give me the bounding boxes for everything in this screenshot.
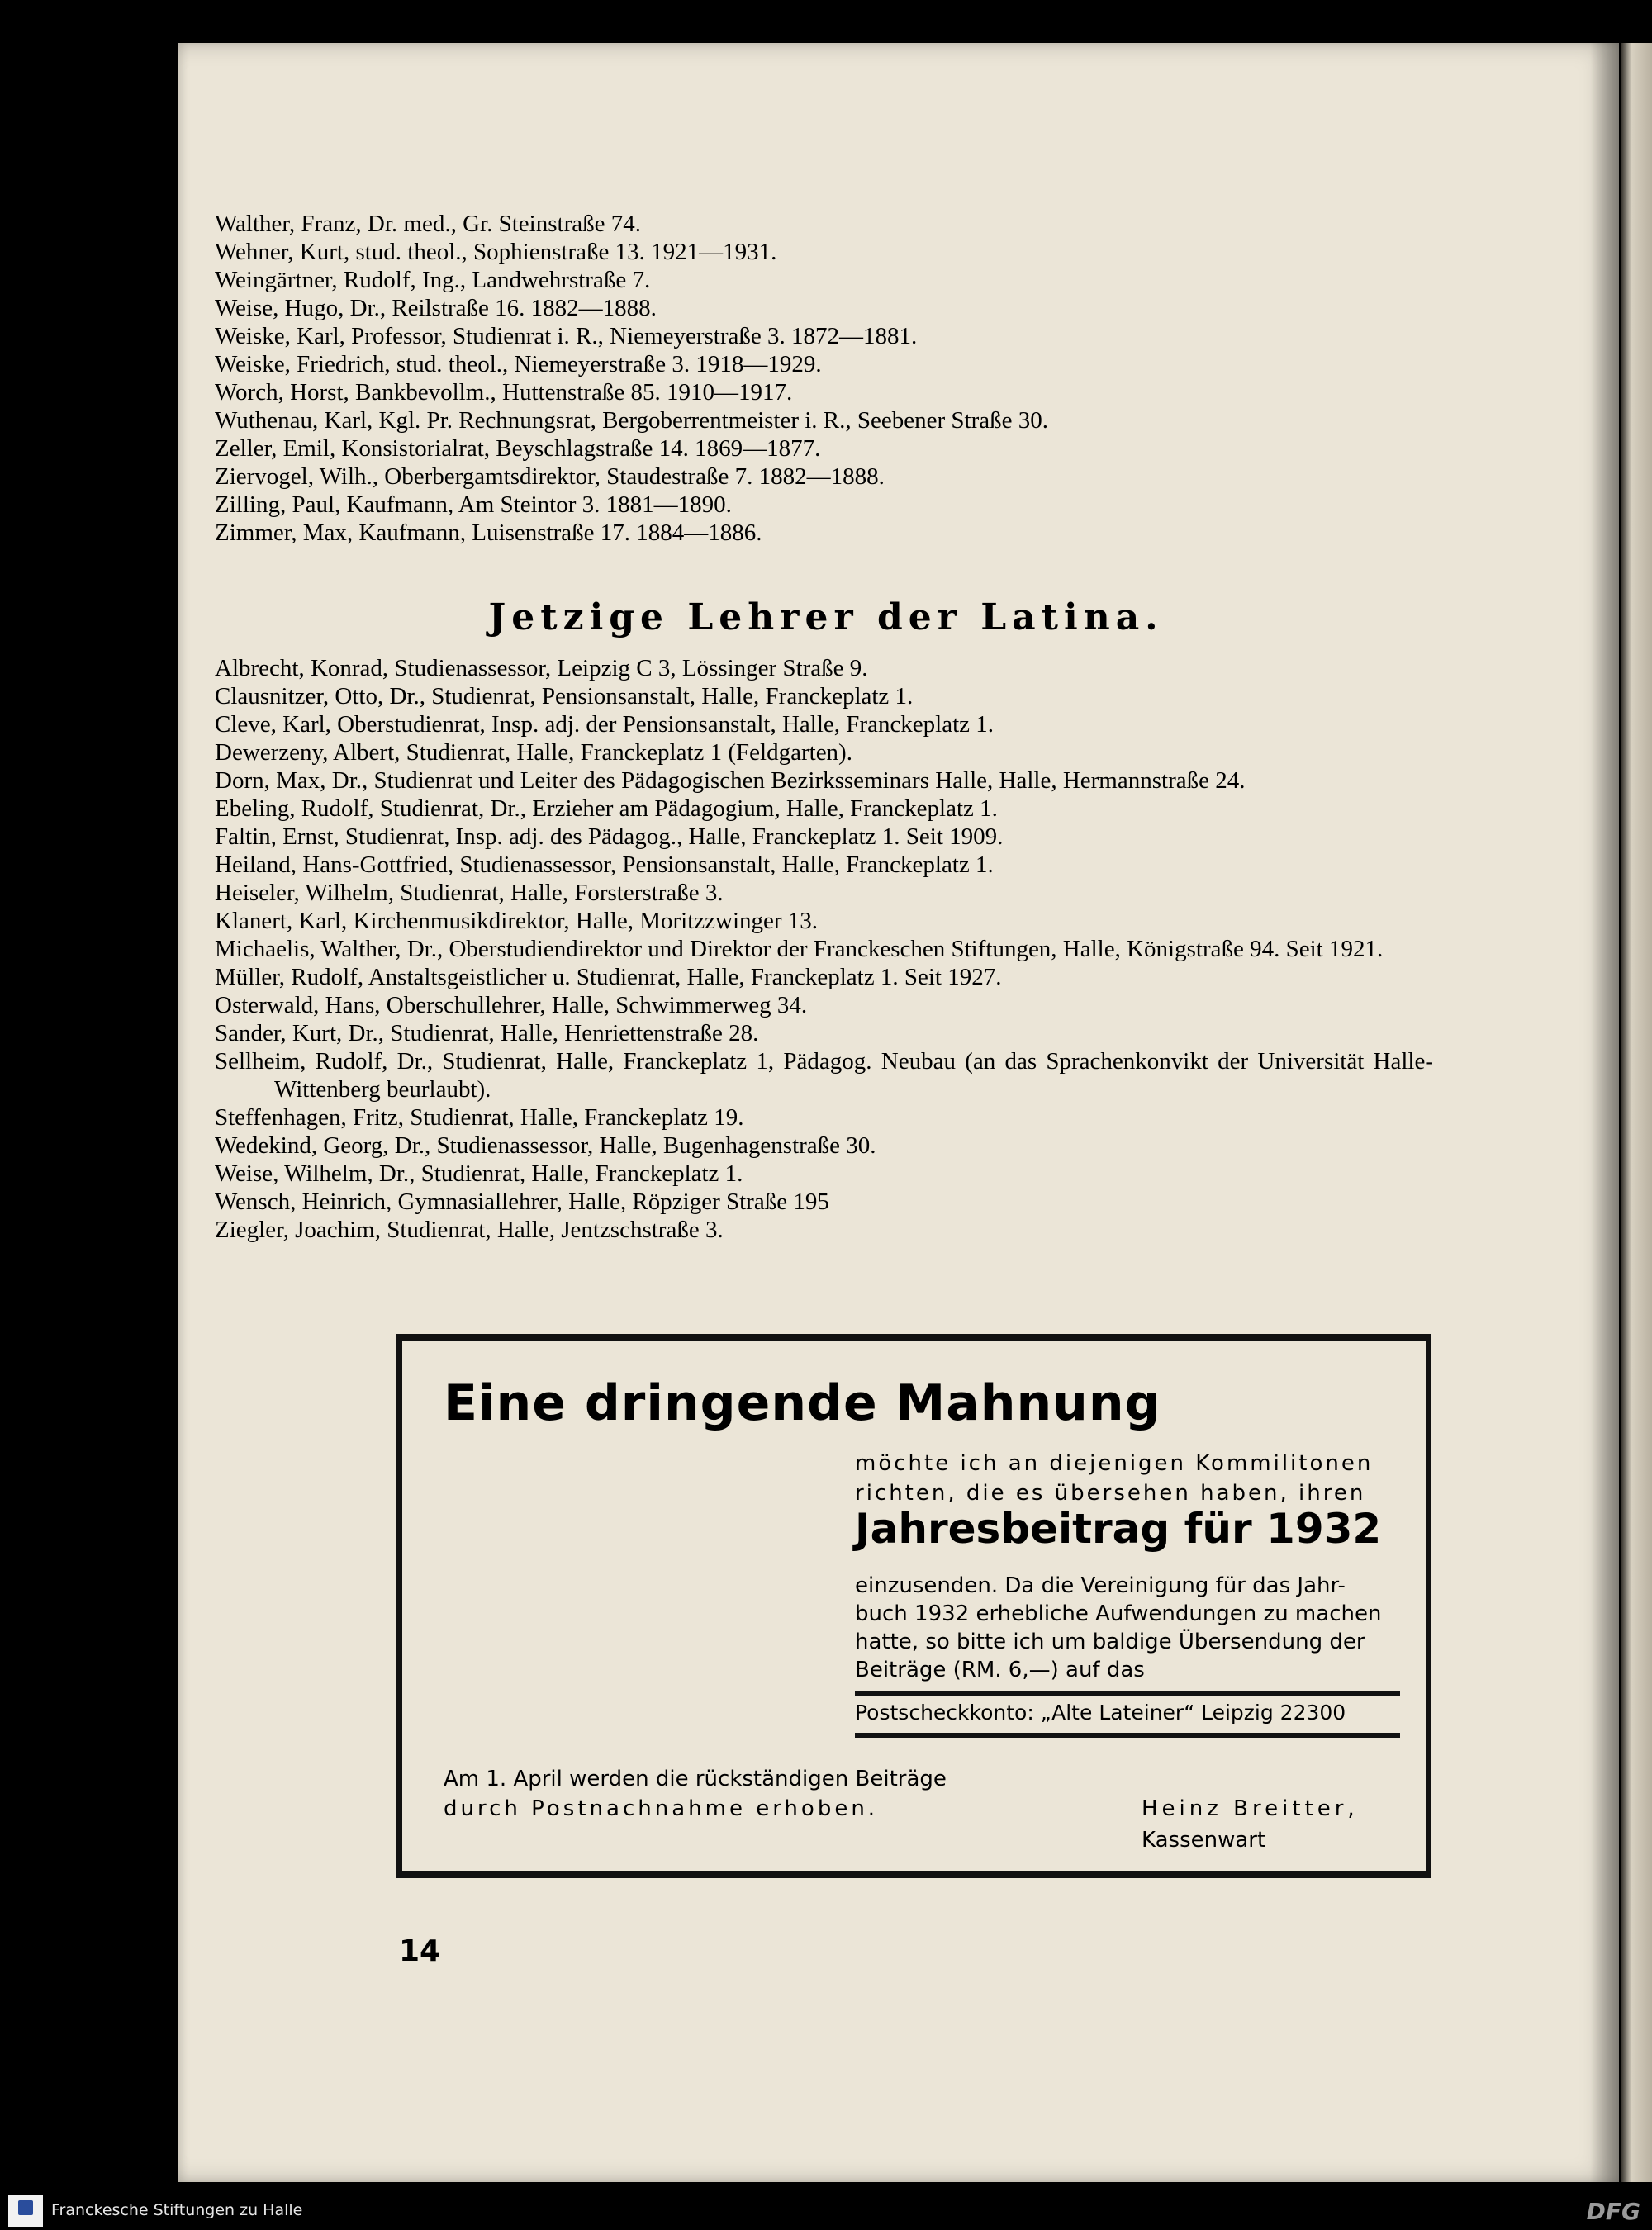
list-item: Weiske, Friedrich, stud. theol., Niemeyerstraße 3. 1918—1929.	[215, 351, 822, 377]
list-item: Weingärtner, Rudolf, Ing., Landwehrstraße 7.	[215, 267, 651, 293]
notice-body-line: hatte, so bitte ich um baldige Übersendung der	[855, 1630, 1365, 1654]
teachers-list	[215, 654, 1433, 1244]
notice-signature-role: Kassenwart	[1142, 1828, 1266, 1853]
list-item: Steffenhagen, Fritz, Studienrat, Halle, Franckeplatz 19.	[215, 1104, 744, 1131]
list-item: Sander, Kurt, Dr., Studienrat, Halle, Henriettenstraße 28.	[215, 1020, 759, 1046]
list-item: Dewerzeny, Albert, Studienrat, Halle, Franckeplatz 1 (Feldgarten).	[215, 739, 852, 766]
institution-logo-icon	[8, 2195, 43, 2227]
list-item: Walther, Franz, Dr. med., Gr. Steinstraße 74.	[215, 211, 641, 237]
list-item: Osterwald, Hans, Oberschullehrer, Halle, Schwimmerweg 34.	[215, 992, 808, 1018]
notice-intro-line: möchte ich an diejenigen Kommilitonen	[855, 1451, 1374, 1476]
list-item: Albrecht, Konrad, Studienassessor, Leipzig C 3, Lössinger Straße 9.	[215, 655, 868, 681]
notice-intro-line: richten, die es übersehen haben, ihren	[855, 1481, 1366, 1506]
notice-body-line: Beiträge (RM. 6,—) auf das	[855, 1658, 1145, 1682]
notice-footer-line: durch Postnachnahme erhoben.	[444, 1796, 879, 1821]
list-item: Worch, Horst, Bankbevollm., Huttenstraße 85. 1910—1917.	[215, 379, 793, 406]
notice-body-line: einzusenden. Da die Vereinigung für das Jahr-	[855, 1573, 1346, 1598]
page-fold-shadow	[1590, 43, 1623, 2182]
list-item: Ebeling, Rudolf, Studienrat, Dr., Erzieher am Pädagogium, Halle, Franckeplatz 1.	[215, 795, 998, 822]
list-item: Zeller, Emil, Konsistorialrat, Beyschlagstraße 14. 1869—1877.	[215, 435, 821, 462]
notice-rule-top	[855, 1691, 1400, 1696]
list-item: Heiseler, Wilhelm, Studienrat, Halle, Forsterstraße 3.	[215, 880, 724, 906]
notice-body-line: buch 1932 erhebliche Aufwendungen zu machen	[855, 1601, 1382, 1626]
list-item: Dorn, Max, Dr., Studienrat und Leiter des Pädagogischen Bezirksseminars Halle, Halle, Hermannstraße 24.	[215, 767, 1246, 794]
notice-footer-line: Am 1. April werden die rückständigen Beiträge	[444, 1767, 947, 1791]
list-item: Wuthenau, Karl, Kgl. Pr. Rechnungsrat, Bergoberrentmeister i. R., Seebener Straße 30.	[215, 407, 1049, 434]
list-item: Zimmer, Max, Kaufmann, Luisenstraße 17. 1884—1886.	[215, 520, 762, 546]
notice-rule-bottom	[855, 1733, 1400, 1738]
list-item: Zilling, Paul, Kaufmann, Am Steintor 3. 1881—1890.	[215, 491, 732, 518]
dfg-logo: DFG	[1586, 2198, 1640, 2225]
former-members-list	[215, 210, 1433, 547]
page-number: 14	[399, 1934, 441, 1968]
list-item: Ziervogel, Wilh., Oberbergamtsdirektor, Staudestraße 7. 1882—1888.	[215, 463, 885, 490]
notice-title: Eine dringende Mahnung	[444, 1374, 1161, 1432]
list-item: Weiske, Karl, Professor, Studienrat i. R., Niemeyerstraße 3. 1872—1881.	[215, 323, 918, 349]
list-item: Faltin, Ernst, Studienrat, Insp. adj. des Pädagog., Halle, Franckeplatz 1. Seit 1909.	[215, 823, 1004, 850]
notice-fee-heading: Jahresbeitrag für 1932	[855, 1505, 1382, 1553]
list-item: Clausnitzer, Otto, Dr., Studienrat, Pensionsanstalt, Halle, Franckeplatz 1.	[215, 683, 914, 709]
next-page-edge	[1621, 43, 1652, 2182]
notice-postscheck: Postscheckkonto: „Alte Lateiner“ Leipzig 22300	[855, 1701, 1346, 1725]
list-item: Weise, Hugo, Dr., Reilstraße 16. 1882—1888.	[215, 295, 657, 321]
list-item: Wedekind, Georg, Dr., Studienassessor, Halle, Bugenhagenstraße 30.	[215, 1132, 876, 1159]
list-item: Müller, Rudolf, Anstaltsgeistlicher u. Studienrat, Halle, Franckeplatz 1. Seit 1927.	[215, 964, 1002, 990]
list-item: Weise, Wilhelm, Dr., Studienrat, Halle, Franckeplatz 1.	[215, 1160, 743, 1187]
institution-name: Franckesche Stiftungen zu Halle	[51, 2201, 303, 2219]
list-item: Wehner, Kurt, stud. theol., Sophienstraße 13. 1921—1931.	[215, 239, 777, 265]
list-item: Ziegler, Joachim, Studienrat, Halle, Jentzschstraße 3.	[215, 1217, 724, 1243]
viewer-footer	[0, 2193, 1652, 2230]
list-item: Cleve, Karl, Oberstudienrat, Insp. adj. der Pensionsanstalt, Halle, Franckeplatz 1.	[215, 711, 995, 738]
notice-signature-name: Heinz Breitter,	[1142, 1796, 1359, 1821]
list-item: Sellheim, Rudolf, Dr., Studienrat, Halle, Franckeplatz 1, Pädagog. Neubau (an das Sprachenkonvikt der Universität Halle-Wittenberg beurlaubt).	[215, 1048, 1433, 1103]
list-item: Wensch, Heinrich, Gymnasiallehrer, Halle, Röpziger Straße 195	[215, 1189, 829, 1215]
list-item: Heiland, Hans-Gottfried, Studienassessor, Pensionsanstalt, Halle, Franckeplatz 1.	[215, 852, 994, 878]
list-item: Klanert, Karl, Kirchenmusikdirektor, Halle, Moritzzwinger 13.	[215, 908, 819, 934]
list-item: Michaelis, Walther, Dr., Oberstudiendirektor und Direktor der Franckeschen Stiftungen, Halle, Königstraße 94. Seit 1921.	[215, 936, 1384, 962]
section-heading: Jetzige Lehrer der Latina.	[488, 596, 1164, 638]
membership-fee-notice	[396, 1334, 1431, 1878]
